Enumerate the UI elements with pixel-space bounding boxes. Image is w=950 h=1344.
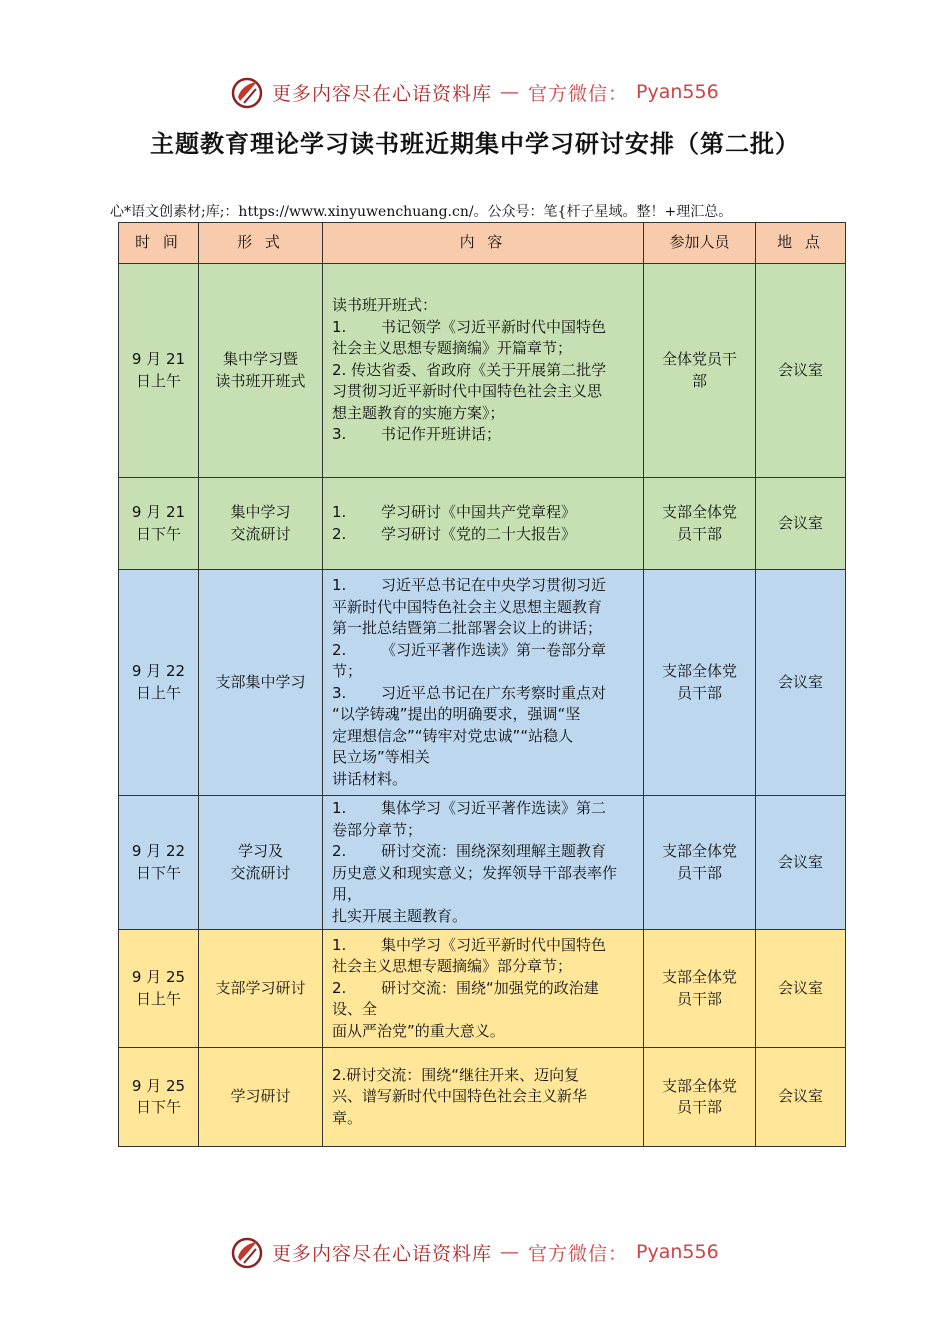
brand-logo-icon xyxy=(230,1235,264,1269)
time-line: 9 月 22 xyxy=(131,662,186,680)
content-cell xyxy=(323,570,644,796)
content-line: “以学铸魂”提出的明确要求，强调“坚 xyxy=(332,705,581,723)
banner-sub-text: 官方微信： xyxy=(528,1242,629,1265)
people-line: 员干部 xyxy=(676,1098,722,1116)
content-line: 1. 集中学习《习近平新时代中国特色 xyxy=(332,935,607,954)
form-line: 学习及 xyxy=(237,842,283,860)
content-line: 扎实开展主题教育。 xyxy=(332,906,468,925)
banner-wechat-id: Pyan556 xyxy=(636,81,719,103)
page-title: 主题教育理论学习读书班近期集中学习研讨安排（第二批） xyxy=(150,129,800,158)
people-line: 支部全体党 xyxy=(661,842,737,860)
content-line: 民立场”等相关 xyxy=(332,748,430,766)
table-row xyxy=(119,264,846,478)
form-line: 交流研讨 xyxy=(230,863,291,882)
time-line: 9 月 25 xyxy=(131,968,186,986)
table-row xyxy=(119,1048,846,1147)
content-line: 兴、谱写新时代中国特色社会主义新华 xyxy=(332,1087,588,1106)
time-line: 日上午 xyxy=(135,683,181,702)
brand-logo-icon xyxy=(230,75,264,109)
content-line: 1. 学习研讨《中国共产党章程》 xyxy=(332,503,577,521)
form-cell xyxy=(199,930,323,1048)
people-cell xyxy=(644,264,756,478)
content-line: 2. 学习研讨《党的二十大报告》 xyxy=(332,524,577,543)
content-cell xyxy=(323,930,644,1048)
content-line: 节； xyxy=(332,662,363,680)
banner-sub-text: 官方微信： xyxy=(528,82,629,105)
place-cell: 会议室 xyxy=(756,570,846,796)
time-cell xyxy=(119,478,199,570)
people-line: 支部全体党 xyxy=(661,662,737,680)
form-cell xyxy=(199,570,323,796)
banner-wechat-id: Pyan556 xyxy=(636,1241,719,1263)
people-line: 支部全体党 xyxy=(661,968,737,986)
content-line: 读书班开班式： xyxy=(332,296,438,315)
table-row xyxy=(119,796,846,930)
time-line: 日下午 xyxy=(135,524,181,543)
content-line: 讲话材料。 xyxy=(332,769,408,788)
source-line: 心*语文创素材;库;：https://www.xinyuwenchuang.cn/。公众号：笔{杆子星域。整！+理汇总。 xyxy=(110,204,733,220)
banner-dash: — xyxy=(500,81,521,103)
table-row xyxy=(119,570,846,796)
content-line: 设、全 xyxy=(332,1000,378,1019)
place-cell: 会议室 xyxy=(756,930,846,1048)
content-line: 2. 传达省委、省政府《关于开展第二批学 xyxy=(332,360,607,379)
place-cell: 会议室 xyxy=(756,796,846,930)
form-cell xyxy=(199,796,323,930)
content-line: 2.研讨交流：围绕“继往开来、迈向复 xyxy=(332,1065,580,1084)
time-cell xyxy=(119,570,199,796)
people-line: 员干部 xyxy=(676,524,722,543)
time-cell xyxy=(119,264,199,478)
people-cell xyxy=(644,570,756,796)
form-cell xyxy=(199,1048,323,1147)
content-line: 2. 研讨交流：围绕“加强党的政治建 xyxy=(332,978,599,997)
content-line: 1. 书记领学《习近平新时代中国特色 xyxy=(332,317,607,336)
content-line: 社会主义思想专题摘编》部分章节； xyxy=(332,957,573,976)
content-line: 1. 习近平总书记在中央学习贯彻习近 xyxy=(332,576,607,594)
footer-banner xyxy=(230,1232,719,1272)
content-cell xyxy=(323,264,644,478)
banner-main-text: 更多内容尽在心语资料库 xyxy=(272,1242,493,1265)
content-line: 2. 研讨交流：围绕深刻理解主题教育 xyxy=(332,842,607,860)
people-line: 支部全体党 xyxy=(661,503,737,521)
form-cell xyxy=(199,264,323,478)
table-header-row xyxy=(119,223,846,264)
header-time: 时 间 xyxy=(119,223,199,264)
schedule-table xyxy=(118,222,846,1147)
content-line: 3. 习近平总书记在广东考察时重点对 xyxy=(332,683,607,702)
content-line: 章。 xyxy=(332,1108,363,1127)
people-line: 员干部 xyxy=(676,863,722,882)
time-line: 9 月 22 xyxy=(131,842,186,860)
header-banner xyxy=(230,72,719,112)
time-line: 9 月 21 xyxy=(131,503,186,521)
time-line: 9 月 25 xyxy=(131,1076,186,1095)
people-cell xyxy=(644,1048,756,1147)
content-line: 历史意义和现实意义；发挥领导干部表率作 xyxy=(332,863,618,882)
content-line: 用， xyxy=(332,885,363,903)
content-line: 社会主义思想专题摘编》开篇章节； xyxy=(332,339,573,358)
content-line: 习贯彻习近平新时代中国特色社会主义思 xyxy=(332,382,603,401)
form-line: 集中学习暨 xyxy=(222,350,298,368)
header-content: 内 容 xyxy=(323,223,644,264)
table-row xyxy=(119,930,846,1048)
content-line: 1. 集体学习《习近平著作选读》第二 xyxy=(332,799,607,817)
header-people: 参加人员 xyxy=(644,223,756,264)
content-line: 平新时代中国特色社会主义思想主题教育 xyxy=(332,597,603,616)
form-line: 学习研讨 xyxy=(230,1087,291,1106)
people-line: 员干部 xyxy=(676,683,722,702)
time-cell xyxy=(119,930,199,1048)
content-line: 想主题教育的实施方案》； xyxy=(332,403,505,422)
header-place: 地 点 xyxy=(756,223,846,264)
people-line: 部 xyxy=(691,371,707,390)
people-cell xyxy=(644,930,756,1048)
table-row xyxy=(119,478,846,570)
place-cell: 会议室 xyxy=(756,264,846,478)
content-line: 面从严治党”的重大意义。 xyxy=(332,1021,505,1040)
form-line: 支部集中学习 xyxy=(215,672,306,691)
time-line: 日上午 xyxy=(135,989,181,1008)
people-cell xyxy=(644,478,756,570)
content-line: 3. 书记作开班讲话； xyxy=(332,425,502,444)
people-cell xyxy=(644,796,756,930)
form-line: 支部学习研讨 xyxy=(215,978,306,997)
people-line: 全体党员干 xyxy=(661,350,737,368)
content-cell xyxy=(323,1048,644,1147)
people-line: 支部全体党 xyxy=(661,1076,737,1095)
time-line: 9 月 21 xyxy=(131,350,186,368)
content-line: 卷部分章节； xyxy=(332,820,423,839)
content-line: 第一批总结暨第二批部署会议上的讲话； xyxy=(332,619,603,637)
content-line: 定理想信念”“铸牢对党忠诚”“站稳人 xyxy=(332,726,574,745)
content-cell xyxy=(323,796,644,930)
form-line: 交流研讨 xyxy=(230,524,291,543)
place-cell: 会议室 xyxy=(756,1048,846,1147)
place-cell: 会议室 xyxy=(756,478,846,570)
content-line: 2. 《习近平著作选读》第一卷部分章 xyxy=(332,640,607,659)
time-line: 日下午 xyxy=(135,863,181,882)
banner-main-text: 更多内容尽在心语资料库 xyxy=(272,82,493,105)
header-form: 形 式 xyxy=(199,223,323,264)
time-line: 日上午 xyxy=(135,371,181,390)
form-line: 读书班开班式 xyxy=(215,371,306,390)
time-cell xyxy=(119,796,199,930)
time-line: 日下午 xyxy=(135,1098,181,1116)
content-cell xyxy=(323,478,644,570)
people-line: 员干部 xyxy=(676,989,722,1008)
time-cell xyxy=(119,1048,199,1147)
form-cell xyxy=(199,478,323,570)
form-line: 集中学习 xyxy=(230,503,291,521)
banner-dash: — xyxy=(500,1241,521,1263)
